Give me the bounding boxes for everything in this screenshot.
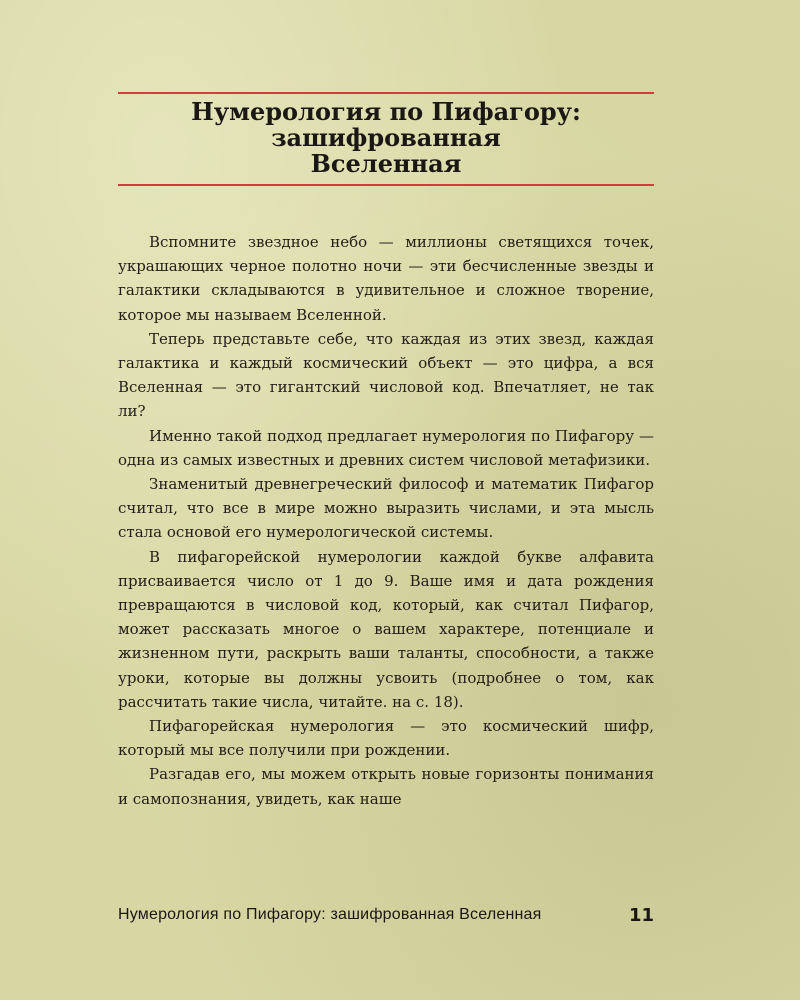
paragraph-1: Вспомните звездное небо — миллионы светящихся точек, украшающих черное полотно ночи — эти бесчисленные звезды и галактики складываются в удивительное и сложное творение, которое мы называем Вселенной. <box>118 233 654 324</box>
paragraph-4: Знаменитый древнегреческий философ и математик Пифагор считал, что все в мире можно выразить числами, и эта мысль стала основой его нумерологической системы. <box>118 475 654 542</box>
chapter-title-line-1: Нумерология по Пифагору: <box>191 97 581 126</box>
title-top-rule <box>118 92 654 94</box>
page-number: 11 <box>628 905 654 926</box>
running-title: Нумерология по Пифагору: зашифрованная Вселенная <box>118 906 542 923</box>
paragraph-2: Теперь представьте себе, что каждая из этих звезд, каждая галактика и каждый космический объект — это цифра, а вся Вселенная — это гигантский числовой код. Впечатляет, не так ли? <box>118 329 654 421</box>
paragraph-3: Именно такой подход предлагает нумерология по Пифагору — одна из самых известных и древних систем числовой метафизики. <box>118 426 654 469</box>
paragraph-7: Разгадав его, мы можем открыть новые горизонты понимания и самопознания, увидеть, как наше <box>118 765 654 808</box>
chapter-title-block <box>118 92 654 187</box>
page-footer <box>118 903 654 933</box>
paragraph-5: В пифагорейской нумерологии каждой букве алфавита присваивается число от 1 до 9. Ваше имя и дата рождения превращаются в числовой код, который, как считал Пифагор, может рассказать многое о вашем характере, потенциале и жизненном пути, раскрыть ваши таланты, способности, а также уроки, которые вы должны усвоить (подробнее о том, как рассчитать такие числа, читайте. на с. 18). <box>118 547 654 711</box>
chapter-title-line-2: зашифрованная <box>271 123 501 152</box>
chapter-title-line-3: Вселенная <box>310 149 462 178</box>
paragraph-6: Пифагорейская нумерология — это космический шифр, который мы все получили при рождении. <box>118 717 654 760</box>
title-bottom-rule <box>118 184 654 186</box>
chapter-title <box>118 99 654 177</box>
body-text <box>118 230 654 811</box>
